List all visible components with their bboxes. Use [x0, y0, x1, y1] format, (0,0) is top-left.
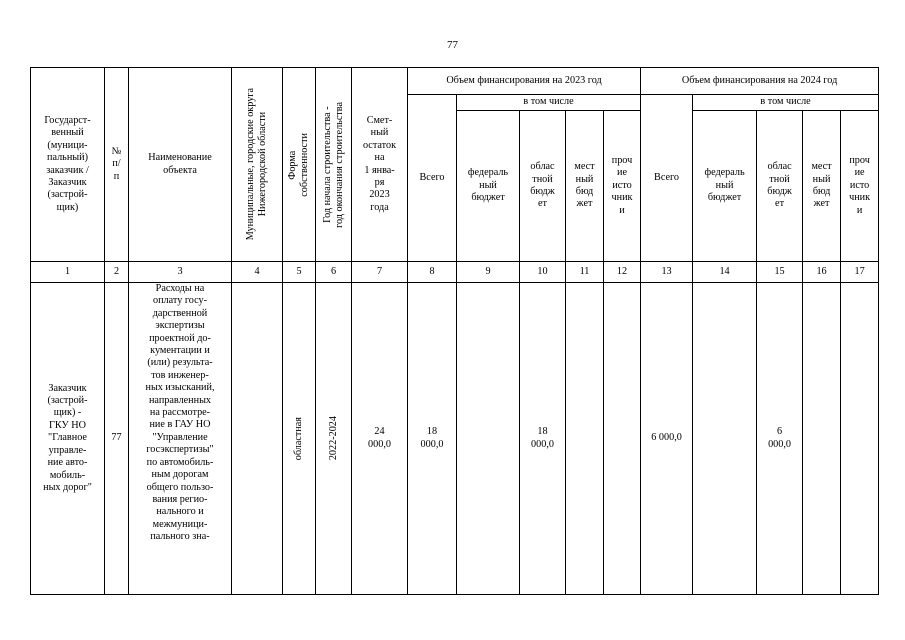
- header-total-2024: Всего: [641, 95, 693, 262]
- header-object-name: Наименование объекта: [129, 68, 232, 262]
- cell-object-name: [129, 283, 232, 595]
- column-number: 2: [105, 262, 129, 283]
- column-number: 15: [757, 262, 803, 283]
- header-other-2024: проч ие исто чник и: [841, 111, 879, 262]
- header-customer: Государст- венный (муници- пальный) заказчик / Заказчик (застрой- щик): [31, 68, 105, 262]
- column-number: 5: [283, 262, 316, 283]
- column-number: 4: [232, 262, 283, 283]
- cell-federal-2024: [693, 283, 757, 595]
- header-including-2024: в том числе: [693, 95, 879, 111]
- header-funding-2023: Объем финансирования на 2023 год: [408, 68, 641, 95]
- header-municipality-text: Муниципальные, городские округа Нижегородской области: [245, 88, 268, 241]
- column-number: 1: [31, 262, 105, 283]
- column-number: 14: [693, 262, 757, 283]
- cell-estimated-balance: 24 000,0: [352, 283, 408, 595]
- header-total-2023: Всего: [408, 95, 457, 262]
- column-number: 13: [641, 262, 693, 283]
- cell-federal-2023: [457, 283, 520, 595]
- cell-ownership: [283, 283, 316, 595]
- header-local-2023: мест ный бюд жет: [566, 111, 604, 262]
- cell-local-2023: [566, 283, 604, 595]
- table-row: [31, 283, 879, 595]
- header-construction-years: [316, 68, 352, 262]
- cell-construction-years-text: 2022-2024: [327, 416, 339, 461]
- header-regional-2023: облас тной бюдж ет: [520, 111, 566, 262]
- column-number: 8: [408, 262, 457, 283]
- header-ownership-text: Форма собственности: [287, 132, 310, 197]
- column-number: 7: [352, 262, 408, 283]
- header-construction-years-text: Год начала строительства - год окончания строительства: [321, 101, 345, 228]
- cell-ownership-text: областная: [293, 416, 304, 461]
- column-number-row: [31, 262, 879, 283]
- cell-customer: Заказчик (застрой- щик) - ГКУ НО "Главное управле- ние авто- мобиль- ных дорог": [31, 283, 105, 595]
- header-estimated-balance: Смет- ный остаток на 1 янва- ря 2023 года: [352, 68, 408, 262]
- investment-program-table: [30, 67, 879, 595]
- cell-number: 77: [105, 283, 129, 595]
- cell-local-2024: [803, 283, 841, 595]
- header-municipality: [232, 68, 283, 262]
- header-local-2024: мест ный бюд жет: [803, 111, 841, 262]
- cell-total-2024: 6 000,0: [641, 283, 693, 595]
- cell-object-name-text: Расходы на оплату госу- дарственной экспертизы проектной до- кументации и (или) результа- тов инженер- ных изысканий, направленных на рассмотре- ние в ГАУ НО "Управление госэкспертизы" по автомобиль- ным дорогам общего пользо- вания регио- нального и межмуници- пального зна-: [145, 283, 215, 543]
- column-number: 9: [457, 262, 520, 283]
- column-number: 17: [841, 262, 879, 283]
- cell-other-2023: [604, 283, 641, 595]
- cell-construction-years: [316, 283, 352, 595]
- header-federal-2023: федераль ный бюджет: [457, 111, 520, 262]
- header-funding-2024: Объем финансирования на 2024 год: [641, 68, 879, 95]
- header-row-1: [31, 68, 879, 95]
- cell-regional-2024: 6 000,0: [757, 283, 803, 595]
- header-ownership: [283, 68, 316, 262]
- column-number: 3: [129, 262, 232, 283]
- page-number: 77: [447, 39, 458, 51]
- cell-regional-2023: 18 000,0: [520, 283, 566, 595]
- header-federal-2024: федераль ный бюджет: [693, 111, 757, 262]
- cell-total-2023: 18 000,0: [408, 283, 457, 595]
- column-number: 16: [803, 262, 841, 283]
- column-number: 10: [520, 262, 566, 283]
- column-number: 6: [316, 262, 352, 283]
- header-number: № п/ п: [105, 68, 129, 262]
- header-including-2023: в том числе: [457, 95, 641, 111]
- column-number: 12: [604, 262, 641, 283]
- cell-other-2024: [841, 283, 879, 595]
- cell-municipality: [232, 283, 283, 595]
- header-regional-2024: облас тной бюдж ет: [757, 111, 803, 262]
- column-number: 11: [566, 262, 604, 283]
- header-other-2023: проч ие исто чник и: [604, 111, 641, 262]
